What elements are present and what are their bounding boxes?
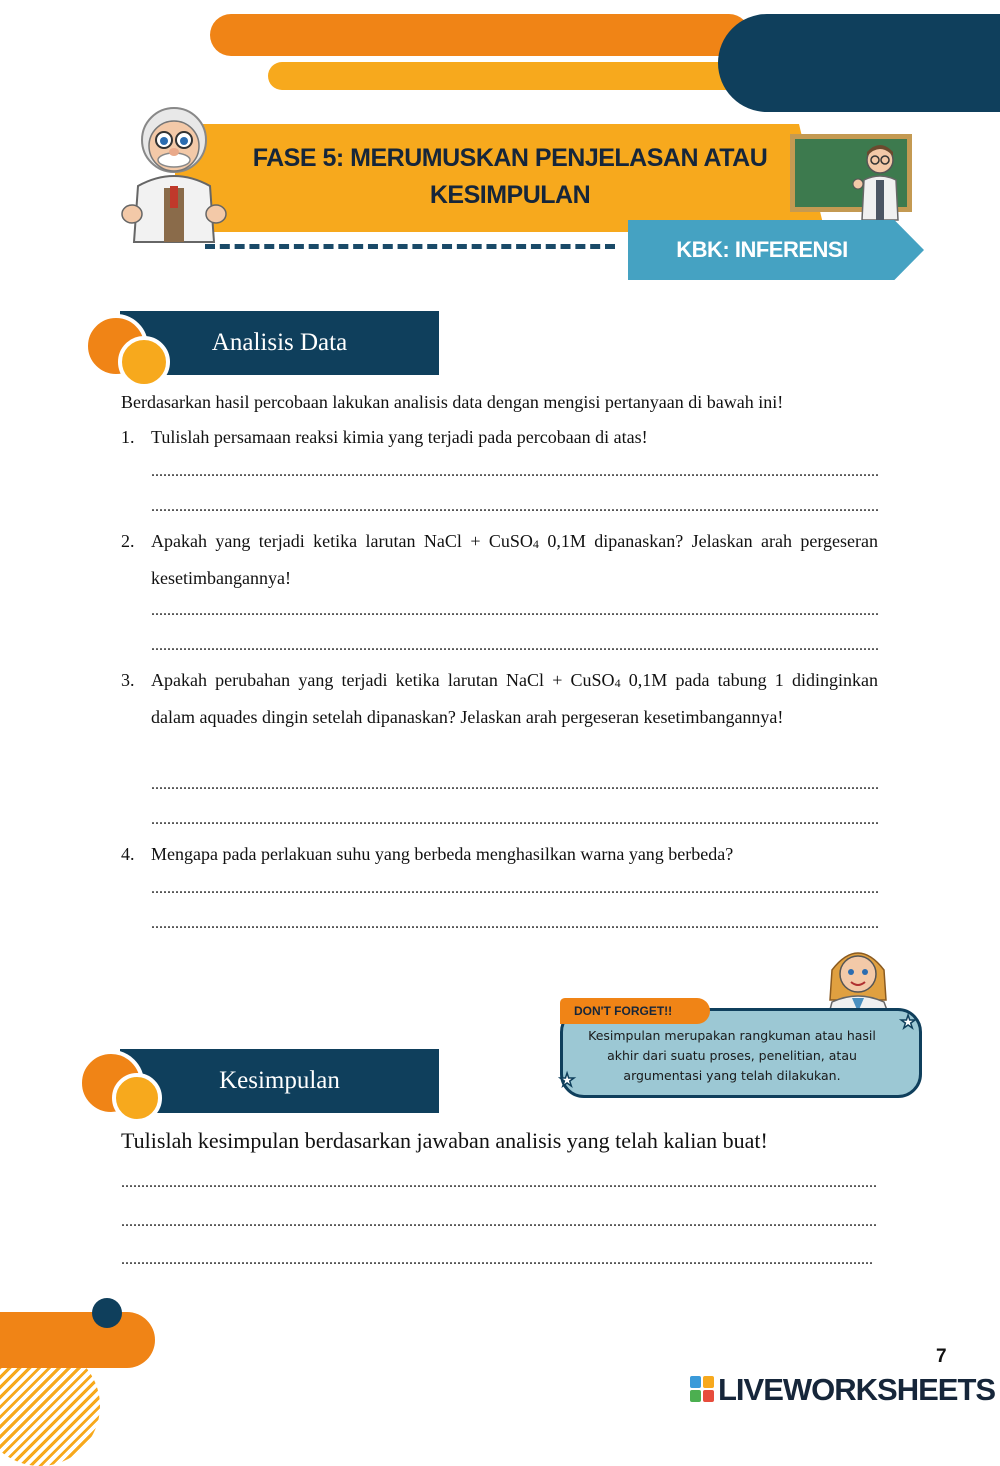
question-2-text: Apakah yang terjadi ketika larutan NaCl + CuSO$_4$ 0,1M dipanaskan? Jelaskan arah pergeseran kesetimbangannya! bbox=[151, 531, 879, 588]
liveworksheets-logo-icon bbox=[690, 1376, 714, 1402]
yellow-circle-decoration bbox=[112, 1073, 162, 1123]
footer-navy-dot bbox=[92, 1298, 122, 1328]
question-number: 3. bbox=[121, 670, 135, 690]
professor-illustration bbox=[118, 96, 230, 244]
header-yellow-bar bbox=[268, 62, 748, 90]
title-line-1: FASE 5: MERUMUSKAN PENJELASAN ATAU bbox=[252, 144, 768, 172]
answer-line[interactable] bbox=[151, 497, 878, 517]
analisis-intro: Berdasarkan hasil percobaan lakukan analisis data dengan mengisi pertanyaan di bawah ini! bbox=[121, 392, 784, 412]
answer-line[interactable] bbox=[151, 601, 878, 621]
yellow-circle-decoration bbox=[118, 336, 170, 388]
header-navy-shape bbox=[718, 14, 1000, 112]
question-number: 4. bbox=[121, 844, 135, 864]
answer-line[interactable] bbox=[121, 1250, 872, 1270]
answer-line[interactable] bbox=[151, 462, 878, 482]
title-line-2: KESIMPULAN bbox=[429, 181, 591, 209]
question-1-text: Tulislah persamaan reaksi kimia yang terjadi pada percobaan di atas! bbox=[151, 427, 648, 447]
header-orange-bar bbox=[210, 14, 750, 56]
teacher-illustration bbox=[852, 140, 908, 222]
reminder-tag-label: DON'T FORGET!! bbox=[574, 1004, 673, 1018]
kesimpulan-header-bar bbox=[120, 1049, 439, 1113]
liveworksheets-logo-text[interactable]: LIVEWORKSHEETS bbox=[718, 1372, 996, 1407]
footer-orange-shape bbox=[0, 1312, 155, 1368]
star-icon: ★ bbox=[900, 1012, 917, 1033]
kesimpulan-section-title: Kesimpulan bbox=[219, 1067, 340, 1094]
answer-line[interactable] bbox=[151, 879, 878, 899]
answer-line[interactable] bbox=[151, 636, 878, 656]
question-number: 2. bbox=[121, 531, 135, 551]
reminder-text: Kesimpulan merupakan rangkuman atau hasil akhir dari suatu proses, penelitian, atau argumentasi yang telah dilakukan. bbox=[588, 1028, 876, 1083]
question-4-text: Mengapa pada perlakuan suhu yang berbeda menghasilkan warna yang berbeda? bbox=[151, 844, 734, 864]
answer-line[interactable] bbox=[121, 1173, 878, 1193]
kesimpulan-instruction: Tulislah kesimpulan berdasarkan jawaban analisis yang telah kalian buat! bbox=[121, 1128, 768, 1153]
answer-line[interactable] bbox=[151, 914, 878, 934]
dashed-divider bbox=[205, 244, 615, 249]
page-title bbox=[230, 140, 790, 214]
answer-line[interactable] bbox=[151, 775, 878, 795]
star-icon: ★ bbox=[559, 1070, 576, 1091]
analisis-section-title: Analisis Data bbox=[211, 329, 348, 356]
page-number: 7 bbox=[936, 1346, 947, 1367]
answer-line[interactable] bbox=[151, 810, 878, 830]
kbk-label: KBK: INFERENSI bbox=[676, 237, 848, 262]
answer-line[interactable] bbox=[121, 1212, 878, 1232]
question-number: 1. bbox=[121, 427, 135, 447]
question-3-text: Apakah perubahan yang terjadi ketika larutan NaCl + CuSO$_4$ 0,1M pada tabung 1 didinginkan dalam aquades dingin setelah dipanaskan? Jelaskan arah pergeseran kesetimbangannya! bbox=[151, 670, 878, 727]
